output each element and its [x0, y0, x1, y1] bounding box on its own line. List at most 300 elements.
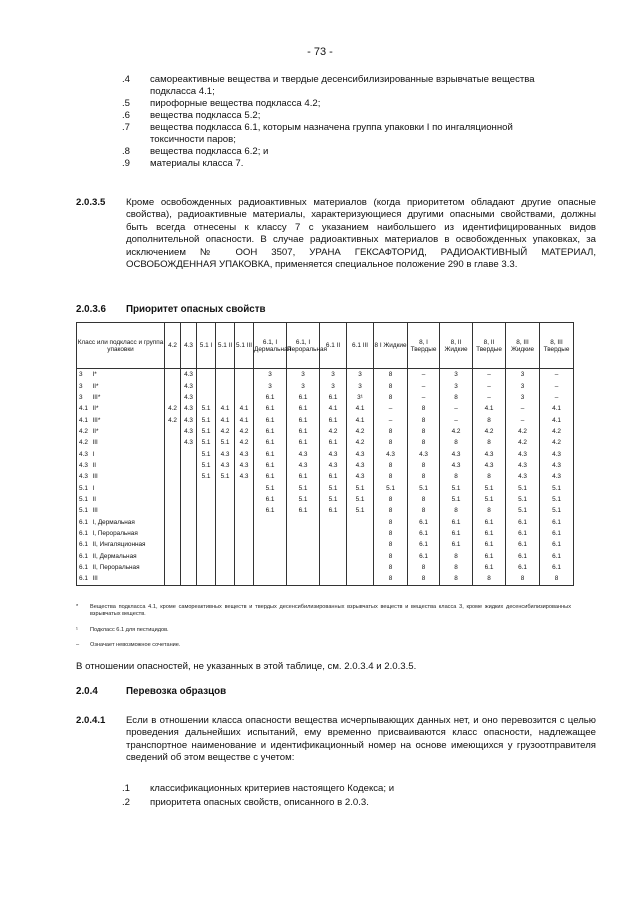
- table-cell: 5.1: [440, 482, 473, 493]
- table-cell: [181, 482, 197, 493]
- table-cell: 4.3: [181, 403, 197, 414]
- table-cell: 8: [408, 573, 440, 585]
- sublist-top: [122, 74, 570, 170]
- table-cell: III: [91, 573, 165, 585]
- footnote-mark: –: [76, 642, 80, 648]
- table-cell: 4.2: [165, 403, 181, 414]
- table-cell: –: [506, 414, 540, 425]
- table-row: [77, 539, 574, 550]
- table-cell: 5.1: [408, 482, 440, 493]
- table-cell: 4.3: [181, 369, 197, 381]
- table-cell: 4.1: [540, 414, 574, 425]
- table-cell: 6.1: [408, 551, 440, 562]
- table-cell: 8: [540, 573, 574, 585]
- table-cell: 5.1: [540, 494, 574, 505]
- section-text: Кроме освобожденных радиоактивных материалов (когда приоритетом обладают другие опасные свойства), радиоактивные материалы, характеризующиеся другими опасными свойствами, должны быть всегда отнесены к классу 7 с указанием наибольшего из идентифицированных видов дополнительной опасности. В случае радиоактивных материалов в освобожденных упаковках, за исключением № ООН 3507, УРАНА ГЕКСАФТОРИД, РАДИОАКТИВНЫЙ МАТЕРИАЛ, ОСВОБОЖДЕННАЯ УПАКОВКА, применяется специальное положение 290 в главе 3.3.: [126, 197, 596, 271]
- note-text: В отношении опасностей, не указанных в этой таблице, см. 2.0.3.4 и 2.0.3.5.: [76, 661, 417, 672]
- table-cell: –: [540, 392, 574, 403]
- table-cell: 4.3: [473, 448, 506, 459]
- table-cell: 4.2: [473, 426, 506, 437]
- precedence-table: [76, 322, 574, 586]
- table-cell: 6.1: [540, 528, 574, 539]
- table-cell: 4.3: [77, 460, 91, 471]
- table-cell: 3: [440, 380, 473, 391]
- table-cell: [347, 516, 374, 527]
- table-cell: II*: [91, 403, 165, 414]
- table-cell: [165, 539, 181, 550]
- list-item: [122, 796, 570, 810]
- table-cell: [165, 528, 181, 539]
- table-cell: –: [440, 414, 473, 425]
- table-cell: 8: [473, 573, 506, 585]
- table-cell: 8: [440, 437, 473, 448]
- list-item-text: вещества подкласса 6.2; и: [150, 146, 269, 157]
- table-cell: 4.3: [216, 448, 235, 459]
- table-cell: II: [91, 494, 165, 505]
- table-cell: 5.1: [374, 482, 408, 493]
- table-cell: [165, 573, 181, 585]
- table-cell: 8: [440, 471, 473, 482]
- table-cell: 8: [408, 460, 440, 471]
- table-cell: 3: [254, 380, 287, 391]
- table-cell: [287, 516, 320, 527]
- table-cell: 4.3: [77, 471, 91, 482]
- table-cell: II*: [91, 426, 165, 437]
- table-cell: [197, 380, 216, 391]
- table-cell: 4.3: [347, 460, 374, 471]
- table-cell: 8: [473, 505, 506, 516]
- list-item-text: классификационных критериев настоящего Кодекса; и: [150, 783, 395, 794]
- table-cell: 8: [374, 471, 408, 482]
- table-cell: 6.1: [77, 528, 91, 539]
- table-cell: 8: [408, 471, 440, 482]
- table-cell: 4.2: [506, 437, 540, 448]
- table-cell: 4.3: [440, 460, 473, 471]
- table-cell: 6.1: [254, 414, 287, 425]
- column-header: 5.1 I: [197, 323, 216, 369]
- table-cell: 4.3: [347, 471, 374, 482]
- table-cell: 4.3: [235, 471, 254, 482]
- table-cell: [216, 551, 235, 562]
- table-cell: 4.1: [473, 403, 506, 414]
- table-cell: 6.1: [254, 471, 287, 482]
- table-cell: 3: [347, 380, 374, 391]
- table-cell: 5.1: [473, 494, 506, 505]
- table-cell: 8: [408, 562, 440, 573]
- table-cell: 6.1: [254, 437, 287, 448]
- list-item: [122, 98, 570, 110]
- table-cell: 8: [408, 414, 440, 425]
- table-row: [77, 392, 574, 403]
- table-cell: 3: [287, 380, 320, 391]
- table-cell: 8: [374, 494, 408, 505]
- table-cell: 5.1: [320, 482, 347, 493]
- table-cell: 8: [408, 403, 440, 414]
- table-cell: [235, 392, 254, 403]
- table-cell: [181, 471, 197, 482]
- section-title: Приоритет опасных свойств: [126, 304, 266, 315]
- table-cell: 6.1: [287, 426, 320, 437]
- table-cell: 8: [473, 414, 506, 425]
- section-title: Перевозка образцов: [126, 686, 227, 697]
- table-cell: 8: [408, 437, 440, 448]
- table-cell: [216, 380, 235, 391]
- table-cell: 3¹: [347, 392, 374, 403]
- table-cell: [216, 573, 235, 585]
- table-cell: 4.3: [540, 460, 574, 471]
- column-header: 8, I Твердые: [408, 323, 440, 369]
- table-cell: 4.3: [506, 448, 540, 459]
- table-cell: [235, 482, 254, 493]
- list-item-text: подкласса 4.1;: [150, 86, 215, 97]
- table-row: [77, 414, 574, 425]
- table-cell: 4.1: [320, 403, 347, 414]
- table-cell: [181, 573, 197, 585]
- table-cell: [197, 516, 216, 527]
- table-cell: [235, 539, 254, 550]
- table-cell: 6.1: [440, 528, 473, 539]
- table-cell: I*: [91, 369, 165, 381]
- table-cell: [320, 528, 347, 539]
- table-cell: 6.1: [77, 562, 91, 573]
- table-cell: [254, 551, 287, 562]
- table-cell: 5.1: [440, 494, 473, 505]
- table-row: [77, 516, 574, 527]
- table-cell: 8: [440, 505, 473, 516]
- table-cell: [197, 528, 216, 539]
- section-number: 2.0.4: [76, 686, 98, 697]
- table-cell: 8: [374, 516, 408, 527]
- table-cell: [197, 494, 216, 505]
- table-cell: 6.1: [287, 403, 320, 414]
- table-cell: 8: [374, 539, 408, 550]
- table-cell: 4.3: [408, 448, 440, 459]
- table-cell: 5.1: [197, 414, 216, 425]
- list-item-number: .9: [122, 158, 131, 169]
- footnote-mark: *: [76, 604, 79, 610]
- table-cell: 6.1: [473, 516, 506, 527]
- table-cell: 5.1: [197, 437, 216, 448]
- list-item: [122, 782, 570, 796]
- table-cell: [181, 516, 197, 527]
- table-cell: 4.2: [165, 414, 181, 425]
- table-cell: 4.2: [347, 426, 374, 437]
- table-cell: [165, 380, 181, 391]
- table-cell: 4.1: [77, 414, 91, 425]
- table-cell: [181, 448, 197, 459]
- list-item-number: .5: [122, 98, 131, 109]
- table-cell: 3: [506, 392, 540, 403]
- table-cell: –: [540, 380, 574, 391]
- table-cell: 5.1: [320, 494, 347, 505]
- table-cell: 8: [473, 471, 506, 482]
- table-cell: 3: [506, 380, 540, 391]
- table-row: [77, 528, 574, 539]
- table-cell: I, Пероральная: [91, 528, 165, 539]
- table-cell: [235, 528, 254, 539]
- table-cell: 6.1: [254, 460, 287, 471]
- table-cell: 5.1: [254, 482, 287, 493]
- table-cell: I: [91, 448, 165, 459]
- table-cell: 8: [374, 551, 408, 562]
- table-cell: III*: [91, 392, 165, 403]
- footnote-text: Подкласс 6.1 для пестицидов.: [90, 627, 169, 633]
- table-cell: 4.3: [506, 460, 540, 471]
- table-cell: [235, 505, 254, 516]
- table-cell: [347, 551, 374, 562]
- table-cell: 6.1: [506, 539, 540, 550]
- table-cell: 5.1: [197, 403, 216, 414]
- column-header: 6.1, I Дермальная: [254, 323, 287, 369]
- table-cell: 4.3: [181, 392, 197, 403]
- table-cell: 5.1: [347, 482, 374, 493]
- table-cell: 6.1: [320, 392, 347, 403]
- table-cell: 3: [77, 392, 91, 403]
- table-cell: 6.1: [77, 573, 91, 585]
- table-cell: [347, 573, 374, 585]
- table-cell: [181, 539, 197, 550]
- table-cell: 6.1: [77, 539, 91, 550]
- table-cell: –: [440, 403, 473, 414]
- list-item-text: вещества подкласса 5.2;: [150, 110, 261, 121]
- sublist-bottom: [122, 782, 570, 810]
- list-item: [122, 158, 570, 170]
- table-cell: 8: [408, 494, 440, 505]
- table-cell: 4.3: [440, 448, 473, 459]
- table-cell: 3: [77, 380, 91, 391]
- table-cell: [216, 494, 235, 505]
- table-cell: [216, 505, 235, 516]
- table-cell: 4.3: [181, 437, 197, 448]
- table-cell: 8: [473, 437, 506, 448]
- table-cell: [254, 562, 287, 573]
- table-row: [77, 448, 574, 459]
- table-cell: 4.2: [540, 437, 574, 448]
- table-cell: 4.1: [235, 414, 254, 425]
- table-cell: 4.1: [216, 403, 235, 414]
- list-item-number: .8: [122, 146, 131, 157]
- table-cell: 6.1: [77, 551, 91, 562]
- list-item-text: вещества подкласса 6.1, которым назначена группа упаковки I по ингаляционной: [150, 122, 513, 133]
- list-item: [122, 74, 570, 98]
- footnote-text: Означает невозможное сочетание.: [90, 642, 181, 648]
- table-cell: 4.3: [473, 460, 506, 471]
- table-cell: 4.2: [347, 437, 374, 448]
- table-cell: 5.1: [77, 494, 91, 505]
- table-cell: [320, 573, 347, 585]
- table-cell: 6.1: [254, 403, 287, 414]
- table-cell: 5.1: [197, 471, 216, 482]
- table-cell: [347, 539, 374, 550]
- column-header: Класс или подкласс и группа упаковки: [77, 323, 165, 369]
- column-header: 4.3: [181, 323, 197, 369]
- table-cell: [165, 369, 181, 381]
- table-cell: 6.1: [408, 528, 440, 539]
- table-cell: [216, 516, 235, 527]
- table-cell: 6.1: [408, 539, 440, 550]
- list-item: [122, 146, 570, 158]
- list-item-text: самореактивные вещества и твердые десенсибилизированные взрывчатые вещества: [150, 74, 535, 85]
- table-cell: [181, 460, 197, 471]
- table-cell: 8: [374, 460, 408, 471]
- table-cell: 4.3: [287, 460, 320, 471]
- table-cell: 4.3: [287, 448, 320, 459]
- column-header: 6.1 II: [320, 323, 347, 369]
- table-row: [77, 437, 574, 448]
- table-cell: 6.1: [540, 516, 574, 527]
- table-cell: 4.2: [235, 437, 254, 448]
- table-cell: 6.1: [440, 539, 473, 550]
- table-cell: 3: [287, 369, 320, 381]
- table-cell: 6.1: [473, 528, 506, 539]
- table-cell: [197, 551, 216, 562]
- table-cell: [197, 392, 216, 403]
- column-header: 8, III Жидкие: [506, 323, 540, 369]
- table-cell: 6.1: [320, 505, 347, 516]
- table-cell: 5.1: [197, 426, 216, 437]
- table-row: [77, 471, 574, 482]
- table-cell: [320, 562, 347, 573]
- table-cell: –: [473, 369, 506, 381]
- table-cell: –: [473, 380, 506, 391]
- table-cell: 4.3: [540, 448, 574, 459]
- table-cell: [216, 392, 235, 403]
- table-cell: 6.1: [506, 562, 540, 573]
- table-cell: [165, 460, 181, 471]
- table-cell: [254, 539, 287, 550]
- table-cell: 5.1: [506, 482, 540, 493]
- table-cell: 3: [440, 369, 473, 381]
- table-cell: [235, 516, 254, 527]
- table-cell: III: [91, 437, 165, 448]
- table-cell: 6.1: [506, 516, 540, 527]
- table-cell: [347, 528, 374, 539]
- table-cell: 5.1: [287, 482, 320, 493]
- table-cell: 4.2: [440, 426, 473, 437]
- table-cell: III: [91, 505, 165, 516]
- table-cell: 5.1: [197, 448, 216, 459]
- table-cell: 4.3: [374, 448, 408, 459]
- table-cell: 8: [506, 573, 540, 585]
- table-cell: 4.3: [216, 460, 235, 471]
- column-header: 8, II Твердые: [473, 323, 506, 369]
- table-cell: 4.3: [181, 380, 197, 391]
- table-cell: [287, 551, 320, 562]
- table-cell: 6.1: [254, 494, 287, 505]
- table-cell: 4.3: [77, 448, 91, 459]
- table-cell: 5.1: [506, 505, 540, 516]
- footnote-mark: ¹: [76, 627, 78, 633]
- table-cell: II*: [91, 380, 165, 391]
- list-item: [122, 110, 570, 122]
- table-cell: 4.2: [235, 426, 254, 437]
- table-cell: 4.1: [216, 414, 235, 425]
- table-cell: 4.1: [347, 414, 374, 425]
- list-item-text: материалы класса 7.: [150, 158, 244, 169]
- table-cell: [197, 573, 216, 585]
- table-cell: 5.1: [506, 494, 540, 505]
- table-cell: 3: [320, 369, 347, 381]
- column-header: 5.1 II: [216, 323, 235, 369]
- column-header: 8, III Твердые: [540, 323, 574, 369]
- section-number: 2.0.3.6: [76, 304, 106, 315]
- table-cell: [254, 573, 287, 585]
- table-cell: 6.1: [254, 505, 287, 516]
- table-cell: [165, 505, 181, 516]
- table-cell: [197, 369, 216, 381]
- column-header: 5.1 III: [235, 323, 254, 369]
- table-cell: 8: [440, 562, 473, 573]
- table-cell: [165, 426, 181, 437]
- list-item-text: приоритета опасных свойств, описанного в 2.0.3.: [150, 797, 369, 808]
- table-cell: 8: [374, 528, 408, 539]
- list-item-text: токсичности паров;: [150, 134, 236, 145]
- table-cell: –: [408, 392, 440, 403]
- table-cell: 3: [320, 380, 347, 391]
- table-cell: 8: [408, 505, 440, 516]
- table-cell: 4.3: [347, 448, 374, 459]
- section-number: 2.0.4.1: [76, 715, 106, 726]
- table-cell: 6.1: [473, 539, 506, 550]
- table-cell: 6.1: [540, 551, 574, 562]
- table-cell: 4.2: [320, 426, 347, 437]
- table-cell: 4.1: [540, 403, 574, 414]
- table-cell: 5.1: [197, 460, 216, 471]
- table-cell: 8: [374, 505, 408, 516]
- table-cell: 4.2: [216, 426, 235, 437]
- table-cell: [254, 516, 287, 527]
- table-cell: 5.1: [347, 494, 374, 505]
- table-cell: 6.1: [287, 437, 320, 448]
- table-cell: [216, 482, 235, 493]
- table-cell: [165, 494, 181, 505]
- table-row: [77, 505, 574, 516]
- table-cell: –: [506, 403, 540, 414]
- table-cell: 4.1: [347, 403, 374, 414]
- list-item-number: .7: [122, 122, 131, 133]
- table-cell: [287, 562, 320, 573]
- table-cell: 4.3: [506, 471, 540, 482]
- table-cell: [235, 494, 254, 505]
- table-cell: 8: [374, 573, 408, 585]
- table-cell: –: [540, 369, 574, 381]
- table-cell: 6.1: [408, 516, 440, 527]
- table-cell: 8: [408, 426, 440, 437]
- table-cell: 5.1: [77, 505, 91, 516]
- table-cell: 6.1: [540, 562, 574, 573]
- table-cell: 6.1: [287, 414, 320, 425]
- table-row: [77, 562, 574, 573]
- table-cell: [165, 448, 181, 459]
- table-cell: [287, 573, 320, 585]
- table-cell: [254, 528, 287, 539]
- table-cell: 3: [347, 369, 374, 381]
- table-cell: 5.1: [216, 471, 235, 482]
- table-cell: 5.1: [540, 505, 574, 516]
- table-cell: –: [408, 380, 440, 391]
- table-cell: [320, 516, 347, 527]
- table-cell: 3: [506, 369, 540, 381]
- table-cell: 5.1: [347, 505, 374, 516]
- table-row: [77, 369, 574, 381]
- table-cell: 6.1: [540, 539, 574, 550]
- table-cell: 6.1: [254, 426, 287, 437]
- table-cell: [235, 369, 254, 381]
- table-cell: [165, 562, 181, 573]
- column-header: 4.2: [165, 323, 181, 369]
- table-cell: II: [91, 460, 165, 471]
- table-cell: II, Ингаляционная: [91, 539, 165, 550]
